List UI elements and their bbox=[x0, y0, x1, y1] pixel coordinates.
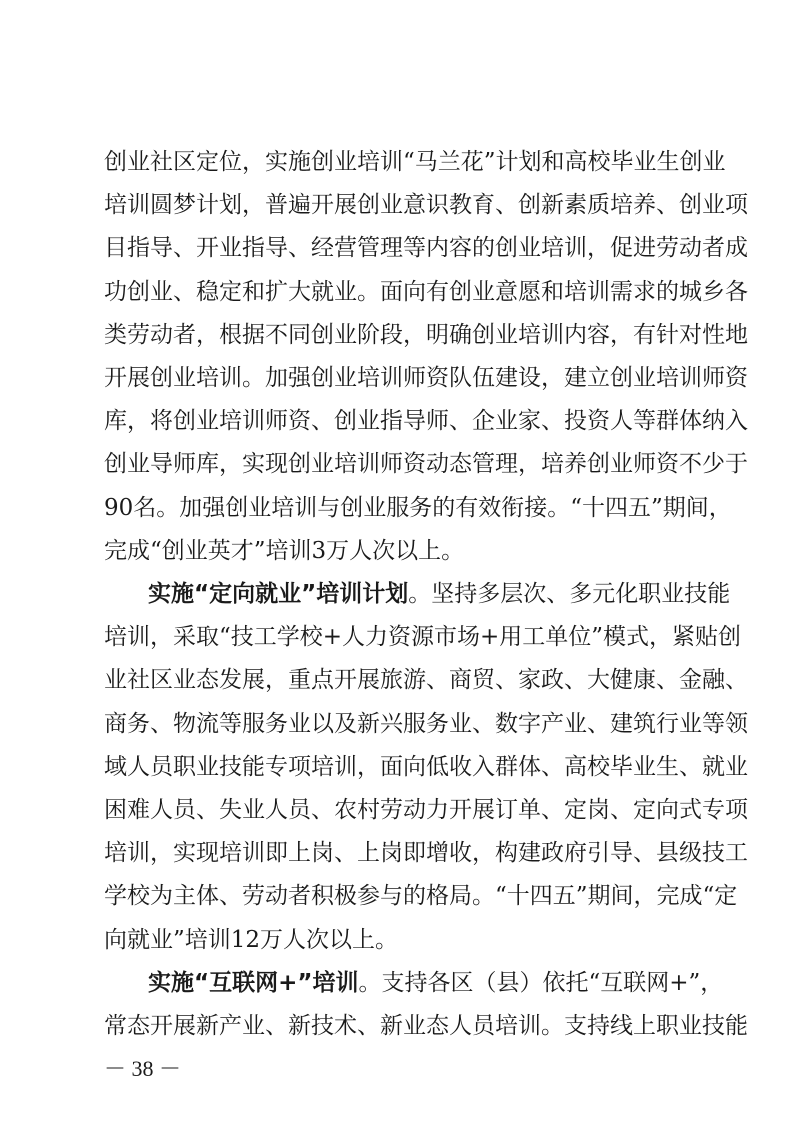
text-line: 开展创业培训。加强创业培训师资队伍建设，建立创业培训师资 bbox=[104, 365, 748, 391]
page-number: － 38 － bbox=[104, 1056, 182, 1082]
text-line: 业社区业态发展，重点开展旅游、商贸、家政、大健康、金融、 bbox=[104, 667, 748, 694]
text-line: 目指导、开业指导、经营管理等内容的创业培训，促进劳动者成 bbox=[104, 235, 748, 262]
paragraph-heading: 实施“定向就业”培训计划 bbox=[148, 581, 409, 607]
text-line: 创业导师库，实现创业培训师资动态管理，培养创业师资不少于 bbox=[104, 451, 748, 478]
paragraph-first-line bbox=[148, 963, 724, 1003]
text-line: 域人员职业技能专项培训，面向低收入群体、高校毕业生、就业 bbox=[104, 753, 748, 780]
text-line: 功创业、稳定和扩大就业。面向有创业意愿和培训需求的城乡各 bbox=[104, 278, 748, 305]
paragraph-text: 。支持各区（县）依托“互联网+”， bbox=[358, 969, 724, 996]
text-line: 常态开展新产业、新技术、新业态人员培训。支持线上职业技能 bbox=[104, 1013, 748, 1039]
text-line: 培训，采取“技工学校+人力资源市场+用工单位”模式，紧贴创 bbox=[104, 624, 742, 651]
text-line: 困难人员、失业人员、农村劳动力开展订单、定岗、定向式专项 bbox=[104, 797, 748, 823]
text-line: 创业社区定位，实施创业培训“马兰花”计划和高校毕业生创业 bbox=[104, 149, 726, 175]
text-line: 完成“创业英才”培训3万人次以上。 bbox=[104, 537, 465, 564]
paragraph-first-line bbox=[148, 574, 731, 614]
text-line: 类劳动者，根据不同创业阶段，明确创业培训内容，有针对性地 bbox=[104, 321, 748, 348]
text-line: 商务、物流等服务业以及新兴服务业、数字产业、建筑行业等领 bbox=[104, 710, 748, 737]
text-line: 90名。加强创业培训与创业服务的有效衔接。“十四五”期间， bbox=[104, 494, 732, 521]
text-line: 培训圆梦计划，普遍开展创业意识教育、创新素质培养、创业项 bbox=[104, 192, 748, 219]
text-line: 学校为主体、劳动者积极参与的格局。“十四五”期间，完成“定 bbox=[104, 883, 738, 910]
text-line: 向就业”培训12万人次以上。 bbox=[104, 926, 399, 953]
text-line: 培训，实现培训即上岗、上岗即增收，构建政府引导、县级技工 bbox=[104, 840, 748, 867]
text-line: 库，将创业培训师资、创业指导师、企业家、投资人等群体纳入 bbox=[104, 408, 748, 435]
paragraph-text: 。坚持多层次、多元化职业技能 bbox=[408, 581, 731, 607]
paragraph-heading: 实施“互联网+”培训 bbox=[148, 969, 359, 996]
